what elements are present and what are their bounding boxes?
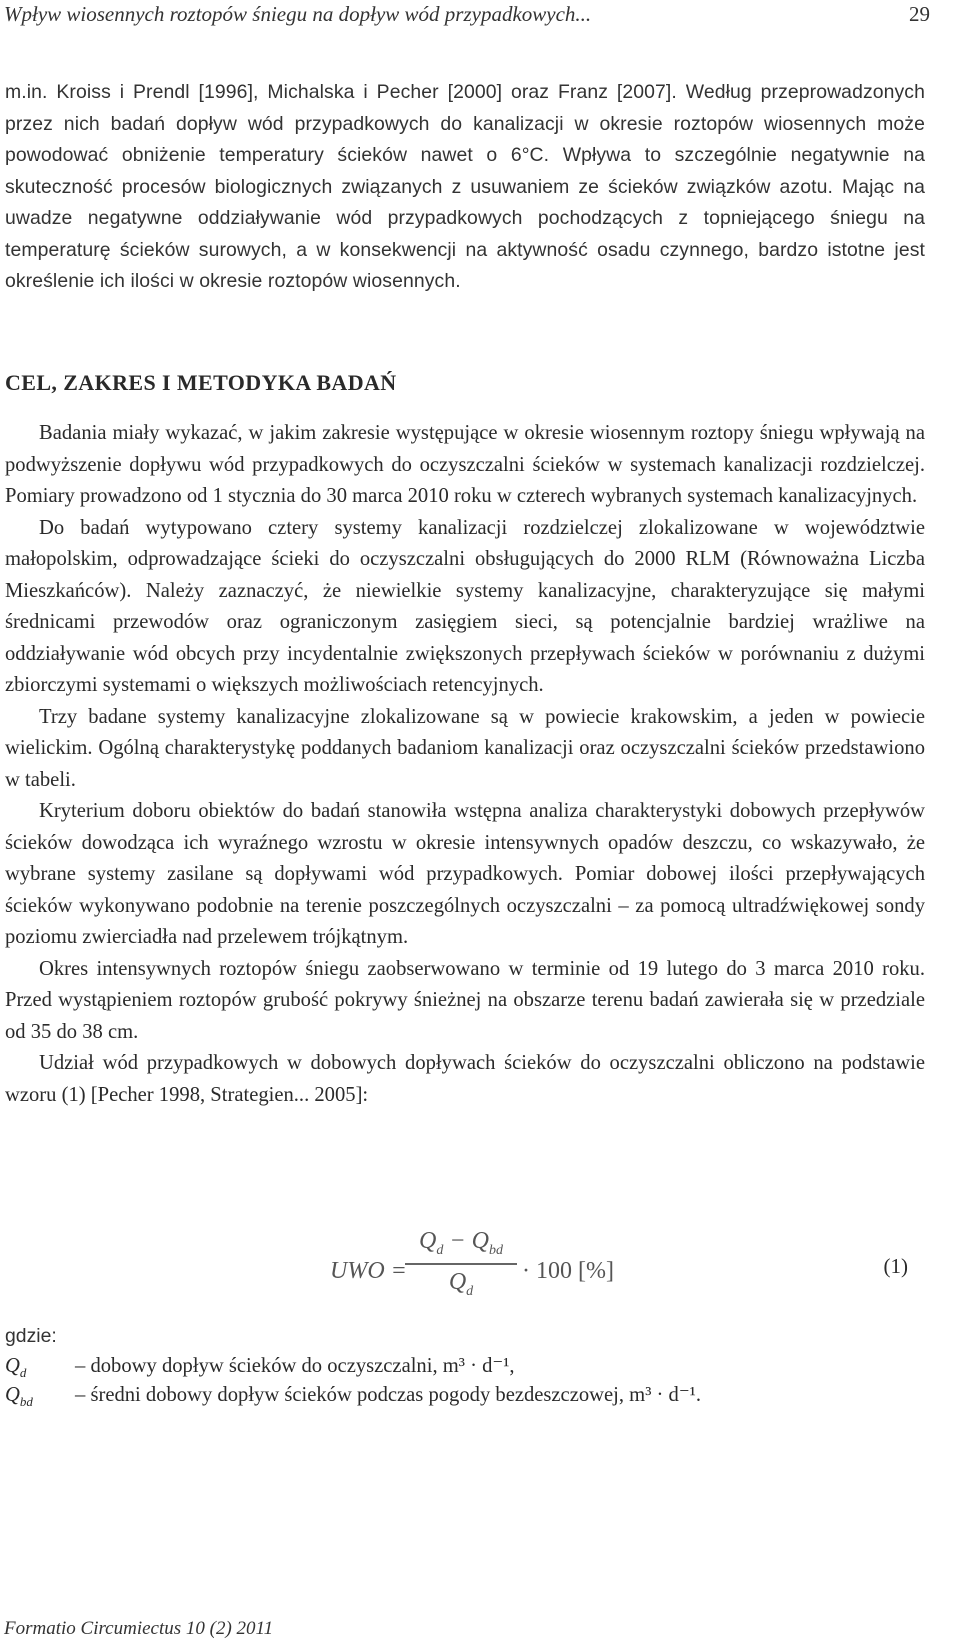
formula-denominator: $Q_d$ <box>448 1268 474 1299</box>
formula-lhs: UWO = <box>330 1258 407 1284</box>
definition-symbol: $Q_{bd}$ <box>5 1384 33 1410</box>
body-paragraph-5: Okres intensywnych roztopów śniegu zaobserwowano w terminie od 19 lutego do 3 marca 2010 roku. Przed wystąpieniem roztopów grubość pokrywy śnieżnej na obszarze terenu badań zawierała się w przedziale od 35 do 38 cm. <box>5 957 925 1043</box>
where-label: gdzie: <box>5 1325 57 1347</box>
formula-uwo <box>330 1228 650 1323</box>
definition-text: – średni dobowy dopływ ścieków podczas pogody bezdeszczowej, m³ · d⁻¹. <box>75 1384 702 1406</box>
definition-qd <box>5 1353 925 1381</box>
body-paragraph-2: Do badań wytypowano cztery systemy kanalizacji rozdzielczej zlokalizowane w województwie małopolskim, odprowadzające ścieki do oczyszczalni obsługujących do 2000 RLM (Równoważna Liczba Mieszkańców). Należy zaznaczyć, że niewielkie systemy kanalizacyjne, charakteryzujące się małymi średnicami przewodów oraz ograniczonym zasięgiem sieci, są potencjalnie bardziej wrażliwe na oddziaływanie wód obcych przy incydentalnie zwiększonych przepływach ścieków w porównaniu z dużymi zbiorczymi systemami o większych możliwościach retencyjnych. <box>5 516 925 696</box>
journal-footer: Formatio Circumiectus 10 (2) 2011 <box>4 1618 274 1639</box>
formula-numerator: $Q_d - Q_{bd}$ <box>405 1228 517 1265</box>
intro-section <box>5 77 925 298</box>
definition-qbd <box>5 1382 925 1410</box>
running-head-title: Wpływ wiosennych roztopów śniegu na dopływ wód przypadkowych... <box>4 2 592 26</box>
body-paragraph-6: Udział wód przypadkowych w dobowych dopływach ścieków do oczyszczalni obliczono na podstawie wzoru (1) [Pecher 1998, Strategien... 2005]: <box>5 1052 925 1106</box>
intro-paragraph: m.in. Kroiss i Prendl [1996], Michalska i Pecher [2000] oraz Franz [2007]. Według przeprowadzonych przez nich badań dopływ wód przypadkowych do kanalizacji w okresie roztopów wiosennych może powodować obniżenie temperatury ścieków nawet o 6°C. Wpływa to szczególnie negatywnie na skuteczność procesów biologicznych związanych z usuwaniem ze ścieków związków azotu. Mając na uwadze negatywne oddziaływanie wód przypadkowych pochodzących z topniejącego śniegu na temperaturę ścieków surowych, a w konsekwencji na aktywność osadu czynnego, bardzo istotne jest określenie ich ilości w okresie roztopów wiosennych. <box>5 81 925 292</box>
body-paragraph-1: Badania miały wykazać, w jakim zakresie występujące w okresie wiosennym roztopy śniegu wpływają na podwyższenie dopływu wód przypadkowych do oczyszczalni ścieków w systemach kanalizacji rozdzielczej. Pomiary prowadzono od 1 stycznia do 30 marca 2010 roku w czterech wybranych systemach kanalizacyjnych. <box>5 422 925 507</box>
body-paragraph-3: Trzy badane systemy kanalizacyjne zlokalizowane są w powiecie krakowskim, a jeden w powiecie wielickim. Ogólną charakterystykę poddanych badaniom kanalizacji oraz oczyszczalni ścieków przedstawiono w tabeli. <box>5 705 925 791</box>
body-paragraph-4: Kryterium doboru obiektów do badań stanowiła wstępna analiza charakterystyki dobowych przepływów ścieków dowodząca ich wyraźnego wzrostu w okresie intensywnych opadów deszczu, co wskazywało, że wybrane systemy zasilane są dopływami wód przypadkowych. Pomiar dobowej ilości przepływających ścieków wykonywano podobnie na terenie poszczególnych oczyszczalni – za pomocą ultradźwiękowej sondy poziomu zwierciadła nad przelewem trójkątnym. <box>5 800 925 948</box>
equation-number: (1) <box>883 1254 908 1278</box>
running-head <box>4 2 930 32</box>
page-number: 29 <box>909 2 930 26</box>
section-heading: CEL, ZAKRES I METODYKA BADAŃ <box>5 370 397 395</box>
formula-fraction <box>405 1228 517 1300</box>
body-section <box>5 418 925 1111</box>
formula-multiplier-unit: · 100 [%] <box>522 1258 614 1284</box>
definition-symbol: $Q_d$ <box>5 1355 27 1381</box>
definition-text: – dobowy dopływ ścieków do oczyszczalni, m³ · d⁻¹, <box>75 1355 515 1377</box>
